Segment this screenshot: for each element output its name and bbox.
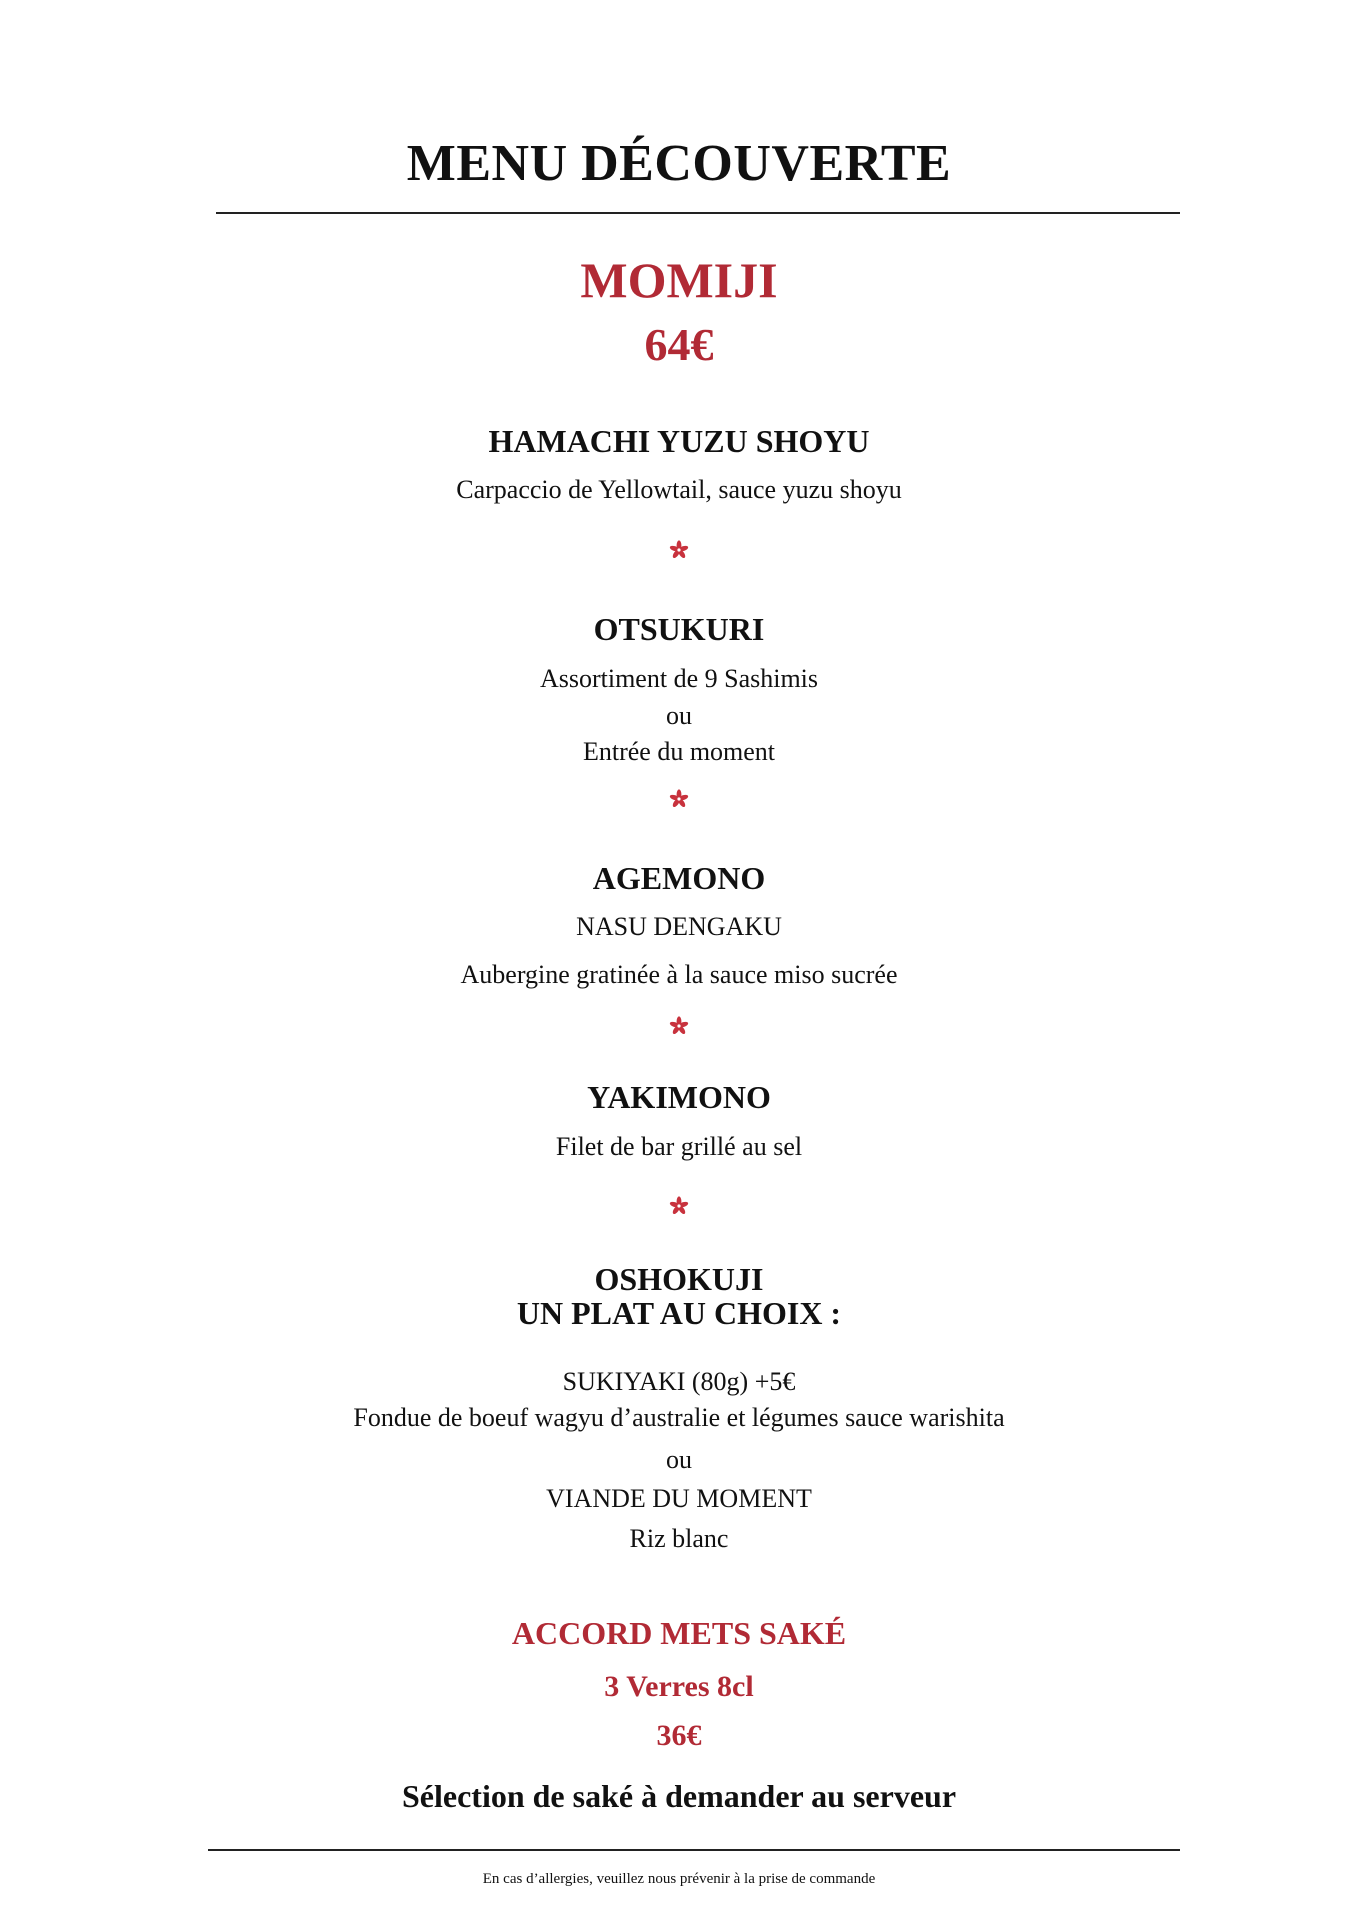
menu-price: 64€: [644, 319, 714, 370]
top-divider: [216, 212, 1180, 214]
course-description: ou: [666, 1445, 692, 1474]
course-description: VIANDE DU MOMENT: [546, 1484, 812, 1513]
red-flower-icon: [669, 540, 689, 560]
menu-name: MOMIJI: [580, 252, 778, 308]
course-title: YAKIMONO: [587, 1079, 771, 1115]
course-description: SUKIYAKI (80g) +5€: [562, 1367, 796, 1396]
course-title: HAMACHI YUZU SHOYU: [488, 423, 870, 459]
sake-pairing-title: ACCORD METS SAKÉ: [511, 1615, 847, 1651]
course-title: OTSUKURI: [593, 611, 765, 647]
red-flower-icon: [669, 1196, 689, 1216]
course-description: NASU DENGAKU: [576, 912, 782, 941]
sake-glasses: 3 Verres 8cl: [604, 1670, 754, 1703]
course-description: Assortiment de 9 Sashimis: [539, 664, 819, 693]
course-description: Aubergine gratinée à la sauce miso sucrée: [460, 960, 898, 989]
red-flower-icon: [669, 1016, 689, 1036]
course-description: Filet de bar grillé au sel: [555, 1132, 803, 1161]
course-description: Entrée du moment: [582, 737, 776, 766]
page-title: MENU DÉCOUVERTE: [406, 135, 952, 192]
course-description: Fondue de boeuf wagyu d’australie et légumes sauce warishita: [353, 1403, 1005, 1432]
course-description: Carpaccio de Yellowtail, sauce yuzu shoyu: [456, 475, 902, 504]
course-description: ou: [666, 701, 692, 730]
sake-price: 36€: [656, 1719, 702, 1752]
course-title: AGEMONO: [592, 860, 766, 896]
red-flower-icon: [669, 789, 689, 809]
course-title: OSHOKUJI: [594, 1261, 764, 1297]
course-subtitle: UN PLAT AU CHOIX :: [516, 1295, 842, 1331]
allergy-note: En cas d’allergies, veuillez nous prévenir à la prise de commande: [482, 1871, 876, 1887]
sake-selection-note: Sélection de saké à demander au serveur: [401, 1778, 957, 1814]
bottom-divider: [208, 1849, 1180, 1851]
course-description: Riz blanc: [629, 1524, 729, 1553]
